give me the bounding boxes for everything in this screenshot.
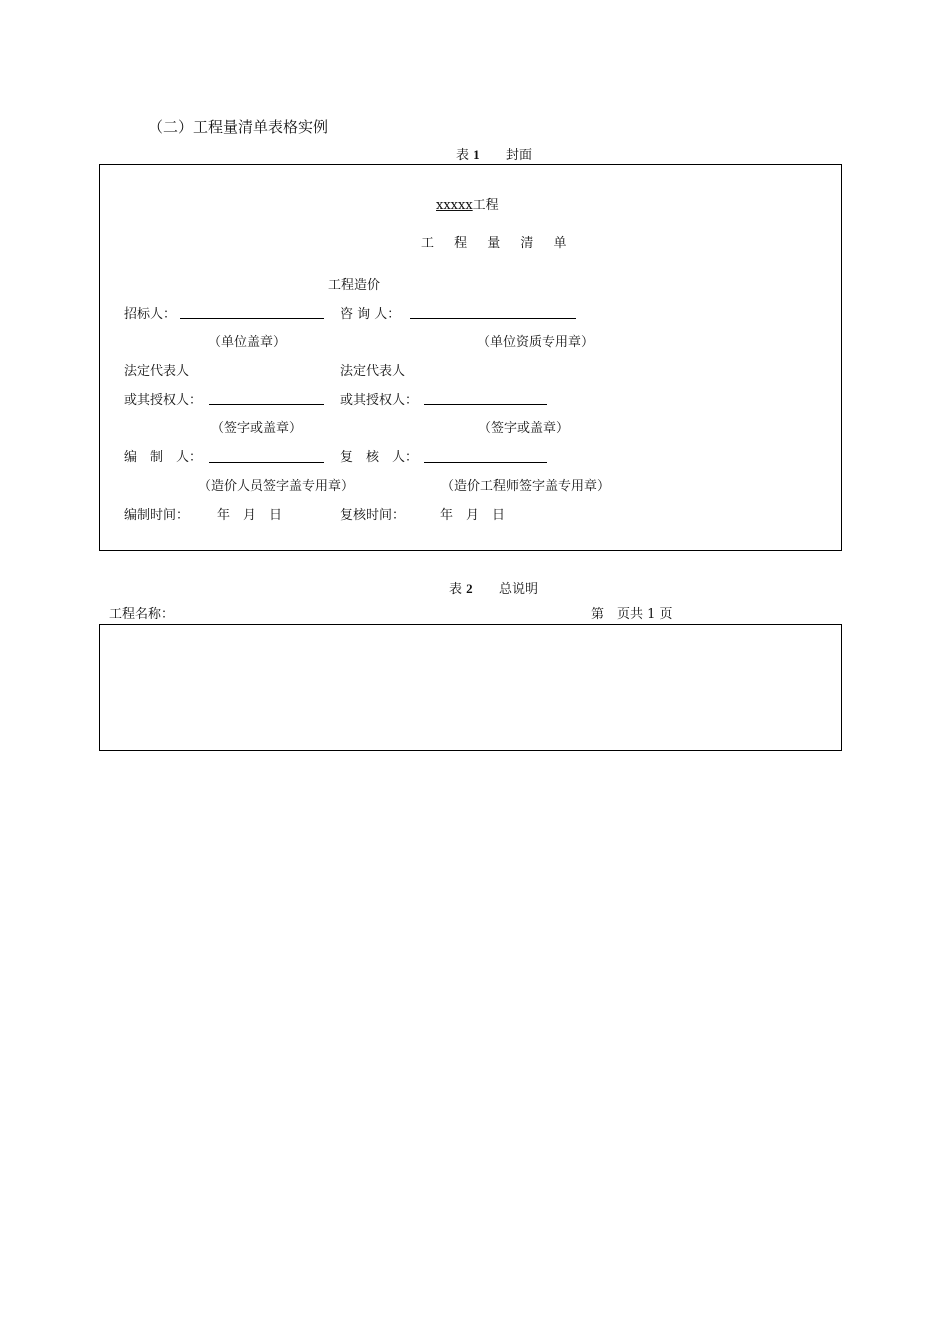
table2-caption-num: 2 — [466, 581, 473, 596]
seal-unit: （单位盖章） — [208, 335, 287, 350]
consultant-line — [410, 318, 576, 319]
doc-title: 工 程 量 清 单 — [421, 236, 575, 251]
project-title — [436, 199, 499, 212]
table1-caption-num: 1 — [473, 147, 480, 162]
review-time-label: 复核时间： — [340, 508, 406, 523]
section-heading: （二）工程量清单表格实例 — [148, 118, 329, 136]
legal-rep-right: 法定代表人 — [340, 364, 406, 379]
compiler-label: 编 制 人： — [124, 450, 203, 465]
cost-heading: 工程造价 — [328, 278, 381, 293]
compile-time-label: 编制时间： — [124, 508, 190, 523]
project-suffix: 工程 — [472, 198, 499, 213]
table2-caption — [449, 582, 538, 596]
reviewer-label: 复 核 人： — [340, 450, 419, 465]
authorized-right-line — [424, 404, 547, 405]
seal-cost-engineer: （造价工程师签字盖专用章） — [441, 479, 611, 494]
sign-or-seal-left: （签字或盖章） — [211, 421, 303, 436]
review-date: 年 月 日 — [440, 508, 506, 523]
table1-caption-label: 表 — [456, 148, 470, 163]
project-name-label: 工程名称： — [109, 607, 175, 622]
table1-caption-title: 封面 — [505, 148, 532, 163]
seal-cost-staff: （造价人员签字盖专用章） — [198, 479, 355, 494]
authorized-right: 或其授权人： — [340, 393, 419, 408]
authorized-left: 或其授权人： — [124, 393, 203, 408]
legal-rep-left: 法定代表人 — [124, 364, 190, 379]
table2-caption-title: 总说明 — [498, 582, 538, 597]
tenderer-line — [180, 318, 324, 319]
tenderer-label: 招标人： — [124, 307, 177, 322]
reviewer-line — [424, 462, 547, 463]
sign-or-seal-right: （签字或盖章） — [478, 421, 570, 436]
consultant-label: 咨 询 人： — [340, 307, 401, 322]
table2-caption-label: 表 — [449, 582, 463, 597]
authorized-left-line — [209, 404, 324, 405]
project-placeholder: xxxxx — [436, 198, 473, 213]
page-info: 第 页共 1 页 — [591, 607, 673, 622]
compiler-line — [209, 462, 324, 463]
compile-date: 年 月 日 — [217, 508, 283, 523]
general-notes-table — [99, 624, 842, 751]
seal-qualification: （单位资质专用章） — [477, 335, 595, 350]
table1-caption — [456, 148, 532, 162]
